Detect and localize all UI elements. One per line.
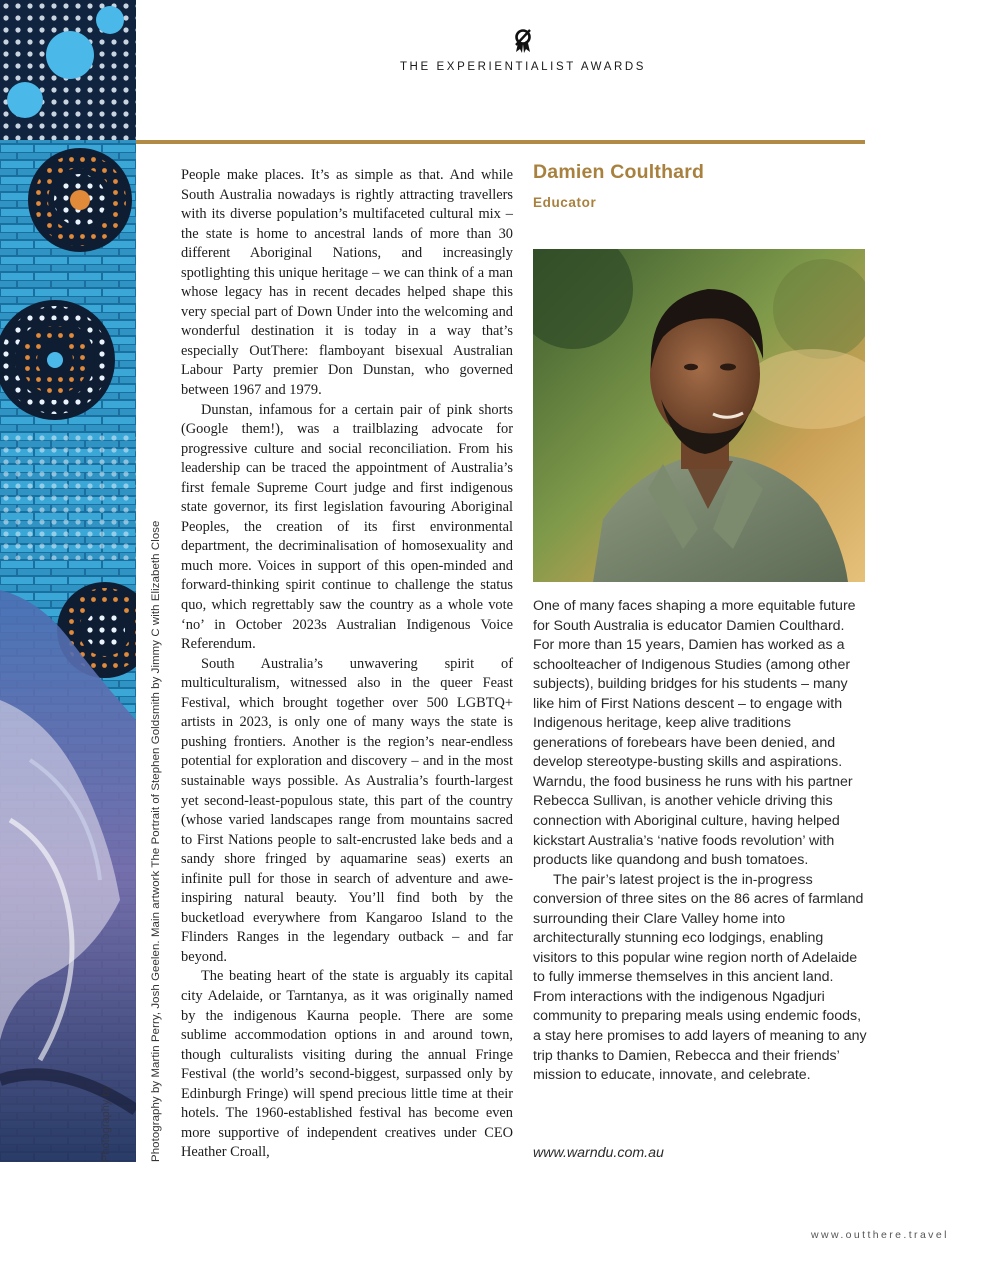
- mural-artwork: [0, 0, 136, 1162]
- portrait-photo: [533, 249, 865, 582]
- gold-divider: [136, 140, 865, 144]
- article-paragraph: The beating heart of the state is arguably its capital city Adelaide, or Tarntanya, as it was originally named by the indigenous Kaurna people. There are some sublime accommodation options in and around town, though culturalists visiting during the annual Fringe Festival (the world’s second-biggest, surpassed only by Edinburgh Fringe) will spend precious little time at their hotels. The 1960-established festival has become even more supportive of independent creatives under CEO Heather Croall,: [181, 968, 513, 1161]
- mural-illustration: [0, 0, 136, 1162]
- photo-credit-ghost: Photography by: [100, 1084, 112, 1162]
- profile-paragraph: One of many faces shaping a more equitable future for South Australia is educator Damien Coulthard. For more than 15 years, Damien has worked as a schoolteacher of Indigenous Studies (among other subjects), building bridges for his students – many like him of First Nations descent – to engage with Indigenous heritage, keep alive traditions generations of forebears have been denied, and develop stereotype-busting skills and aspirations. Warndu, the food business he runs with his partner Rebecca Sullivan, is another vehicle driving this connection with Aboriginal culture, having helped kickstart Australia’s ‘native foods revolution’ with products like quandong and bush tomatoes.: [533, 598, 856, 869]
- article-paragraph: Dunstan, infamous for a certain pair of pink shorts (Google them!), was a trailblazing advocate for progressive culture and social reconciliation. From his leadership can be traced the appointment of Australia’s first female Supreme Court judge and first indigenous state governor, its first legislation favouring Aboriginal Peoples, the creation of its first environmental department, the decriminalisation of homosexuality and much more. Voices in support of this open-minded and forward-thinking spirit continue to challenge the status quo, which regrettably saw the country as a whole vote ‘no’ in October 2023s Australian Indigenous Voice Referendum.: [181, 401, 513, 653]
- section-kicker: THE EXPERIENTIALIST AWARDS: [399, 61, 647, 73]
- profile-role: Educator: [533, 195, 597, 210]
- article-paragraph: People make places. It’s as simple as that. And while South Australia nowadays is rightly attracting travellers with its diverse population’s multifaceted cultural mix – the state is home to ancestral lands of more than 30 different Aboriginal Nations, and increasingly spotlighting this unique heritage – we can think of a man whose legacy has in recent decades helped shape this very special part of Down Under into the welcoming and wonderful destination it is today in a way that’s especially OutThere: flamboyant bisexual Australian Labour Party premier Don Dunstan, who governed between 1967 and 1979.: [181, 167, 513, 399]
- profile-paragraph: The pair’s latest project is the in-progress conversion of three sites on the 86 acres of farmland surrounding their Clare Valley home into architecturally stunning eco lodgings, enabling visitors to this popular wine region north of Adelaide to fully immerse themselves in this ancient land. From interactions with the indigenous Ngadjuri community to preparing meals using endemic foods, a stay here promises to add layers of meaning to any trip thanks to Damien, Rebecca and their friends’ mission to educate, innovate, and celebrate.: [533, 871, 867, 1084]
- footer-url[interactable]: www.outthere.travel: [811, 1229, 949, 1241]
- photo-credit: Photography by Martin Perry, Josh Geelen. Main artwork The Portrait of Stephen Goldsmith by Jimmy C with Elizabeth Close: [150, 520, 162, 1162]
- article-paragraph: South Australia’s unwavering spirit of multiculturalism, witnessed also in the queer Feast Festival, which brought together over 500 LGBTQ+ artists in 2023, is only one of many ways the state is pushing frontiers. Another is the region’s near-endless potential for exploration and discovery – and in the most sustainable ways possible. As Australia’s fourth-largest yet second-least-populous state, this part of the country (whose varied landscapes range from mountains sacred to First Nations people to salt-encrusted lake beds and a sandy shore fringed by aquamarine seas) exerts an infinite pull for those in search of adventure and awe-inspiring natural beauty. You’ll find both by the bucketload everywhere from Kangaroo Island to the Flinders Ranges in the legendary outback – and far beyond.: [181, 655, 513, 965]
- website-link[interactable]: www.warndu.com.au: [533, 1145, 664, 1161]
- profile-body: [533, 597, 867, 1086]
- profile-name: Damien Coulthard: [533, 161, 705, 183]
- article-body: [181, 166, 513, 1163]
- award-ribbon-icon: [511, 28, 535, 56]
